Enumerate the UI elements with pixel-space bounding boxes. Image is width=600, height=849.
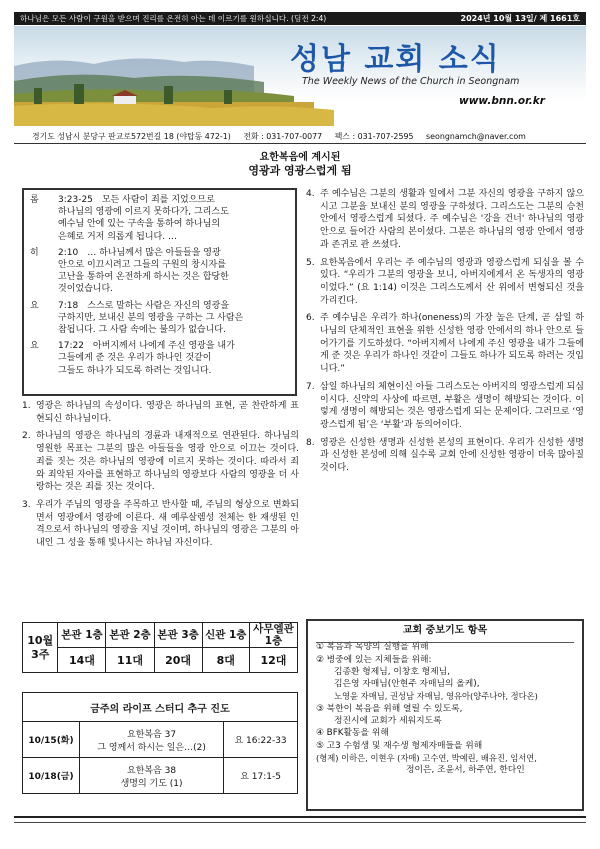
- motto-text: 하나님은 모든 사람이 구원을 받으며 진리를 온전히 아는 데 이르기를 원하십니다. (딤전 2:4): [20, 14, 327, 23]
- verse-ref: 요: [30, 300, 39, 311]
- right-column: [306, 188, 584, 480]
- item-number: 5.: [306, 257, 315, 268]
- hall-count: 11대: [106, 648, 154, 673]
- verse-line: 하나님의 영광에 이르지 못하다가, 그리스도: [58, 207, 229, 218]
- item-text: 영광은 신성한 생명과 신성한 본성의 표현이다. 우리가 신성한 생명과 신성한 본성에 의해 실수록 교회 안에 신성한 영광이 더욱 많아질 것이다.: [320, 437, 584, 474]
- prayer-line: 김종환 형제님, 이창호 형제님,: [334, 666, 450, 677]
- verse-line: 구하지만, 보내신 분의 영광을 구하는 그 사람은: [58, 312, 244, 323]
- address-location: 경기도 성남시 분당구 판교로572번길 18 (야탑동 472-1): [32, 132, 231, 141]
- verse-line: 것이었습니다.: [58, 284, 114, 295]
- verse-ref: 롬: [30, 195, 39, 205]
- verse-block: [30, 300, 289, 337]
- prayer-line: 정이은, 조윤서, 하주연, 한다인: [406, 765, 525, 776]
- address-email[interactable]: seongnamch@naver.com: [426, 132, 526, 141]
- outline-item: [306, 437, 584, 475]
- prayer-line: 노영윤 자매님, 권성남 자매님, 영유아(양주나야, 정다온): [334, 691, 538, 702]
- prayer-line: ④ BFK활동을 위해: [316, 728, 389, 739]
- study-ref: 요 16:22-33: [224, 722, 298, 758]
- hall-count: 14대: [58, 648, 106, 673]
- outline-item: [306, 312, 584, 376]
- hall-count: 20대: [154, 648, 202, 673]
- prayer-line: ① 복음과 목양의 실행을 위해: [316, 642, 429, 653]
- hall-name: 사무엘관 1층: [249, 623, 297, 648]
- item-text: 주 예수님은 그분의 생활과 일에서 그분 자신의 영광을 구하지 않으시고 그분을 보내신 분의 영광을 구하셨다. 그리스도는 그분의 승천 안에서 영광스럽게 되셨다. 주 예수님은 '강을 건너' 하나님의 영광 안으로 들어간 사람의 본이셨다. 그분은 하나님의 영광 안에서 영광과 존귀로 관 쓰셨다.: [320, 189, 584, 250]
- life-study-table: [22, 692, 298, 794]
- study-date: 10/18(금): [23, 758, 80, 794]
- top-bar: [14, 12, 586, 25]
- attendance-date: 10월 3주: [23, 623, 58, 673]
- item-text: 우리가 주님의 영광을 주목하고 반사할 때, 주님의 형상으로 변화되면서 영광에서 영광에 이른다. 새 예루살렘성 전체는 한 재생된 인격으로서 하나님의 영광을 지닐 것이며, 하나님의 영광은 그분의 아내인 그 성을 통해 빛나시는 하나님 자신이다.: [36, 499, 299, 549]
- verse-line: 2:10 … 하나님께서 많은 아들들을 영광: [58, 247, 221, 258]
- study-subtitle: 생명의 기도 (1): [120, 778, 183, 789]
- prayer-title: 교회 중보기도 항목: [402, 625, 488, 636]
- item-number: 1.: [22, 401, 31, 411]
- item-text: 영광은 하나님의 속성이다. 영광은 하나님의 표현, 곧 찬란하게 표현되신 하나님이다.: [36, 401, 299, 424]
- study-date: 10/15(화): [23, 722, 80, 758]
- verse-line: 그들에게 준 것은 우리가 하나인 것같이: [58, 353, 212, 364]
- hall-name: 본관 2층: [106, 623, 154, 648]
- prayer-line: ⑤ 고3 수험생 및 재수생 형제자매들을 위해: [316, 740, 483, 751]
- left-column: [22, 400, 299, 555]
- newsletter-title: 성남 교회 소식: [290, 42, 501, 77]
- footer-rule: [14, 816, 586, 818]
- address-line: [32, 131, 536, 142]
- website-link[interactable]: www.bnn.or.kr: [459, 95, 545, 107]
- item-text: 주 예수님은 우리가 하나(oneness)의 가장 높은 단계, 곧 삼일 하나님의 단체적인 표현을 위한 신성한 영광 안에서의 하나 안으로 들어가기를 기도하셨다. “아버지께서 나에게 주신 영광을 내가 그들에게 준 것은 우리가 하나인 것같이 그들도 하나가 되도록 하려는 것입니다.”: [320, 313, 584, 375]
- prayer-line: ② 병중에 있는 지체들을 위해:: [316, 654, 432, 665]
- study-ref: 요 17:1-5: [224, 758, 298, 794]
- prayer-line: (형제) 이하은, 이현우 (자매) 고수연, 박예린, 배유진, 임서연,: [316, 752, 537, 763]
- hall-name: 본관 1층: [58, 623, 106, 648]
- verse-line: 안으로 이끄시려고 그들의 구원의 창시자를: [58, 260, 226, 271]
- verse-ref: 히: [30, 247, 39, 258]
- outline-item: [306, 381, 584, 432]
- outline-item: [22, 400, 299, 425]
- prayer-line: 정진시에 교회가 세워지도록: [334, 716, 442, 727]
- item-number: 4.: [306, 189, 315, 199]
- verse-block: [30, 340, 289, 377]
- prayer-line: 김은영 자매님(안현주 자매님의 올케),: [334, 679, 480, 690]
- study-subtitle: 그 영께서 하시는 일은…(2): [97, 742, 206, 753]
- verse-line: 17:22 아버지께서 나에게 주신 영광을 내가: [58, 341, 235, 352]
- hall-name: 본관 3층: [154, 623, 202, 648]
- outline-item: [306, 257, 584, 308]
- headline-line2: 영광과 영광스럽게 됨: [248, 164, 352, 177]
- hall-count: 12대: [249, 648, 297, 673]
- issue-number: 2024년 10월 13일/ 제 1661호: [460, 14, 580, 23]
- verse-block: [30, 194, 289, 243]
- outline-item: [22, 499, 299, 550]
- outline-item: [306, 188, 584, 252]
- address-phone: 전화 : 031-707-0077: [243, 132, 323, 141]
- divider: [316, 642, 574, 643]
- verse-ref: 요: [30, 341, 39, 352]
- prayer-box: [306, 619, 584, 811]
- verse-line: 고난을 통하여 온전하게 하시는 것은 합당한: [58, 272, 229, 283]
- study-book: 요한복음 38: [127, 765, 177, 776]
- address-fax: 팩스 : 031-707-2595: [334, 132, 414, 141]
- newsletter-subtitle: The Weekly News of the Church in Seongnam: [302, 76, 520, 87]
- outline-item: [22, 430, 299, 494]
- item-number: 3.: [22, 499, 31, 510]
- attendance-table: [22, 622, 298, 673]
- verse-line: 그들도 하나가 되도록 하려는 것입니다.: [58, 365, 212, 376]
- life-study-title: 금주의 라이프 스터디 추구 진도: [23, 693, 298, 722]
- verse-line: 예수님 안에 있는 구속을 통하여 하나님의: [58, 219, 221, 230]
- headline-line1: 요한복음에 계시된: [259, 152, 341, 163]
- verse-block: [30, 247, 289, 296]
- study-title: [80, 758, 224, 794]
- divider: [14, 143, 586, 144]
- study-title: [80, 722, 224, 758]
- verse-line: 참됩니다. 그 사람 속에는 불의가 없습니다.: [58, 325, 226, 336]
- verse-line: 은혜로 거저 의롭게 됩니다. …: [58, 231, 177, 242]
- verse-line: 3:23-25 모든 사람이 죄를 지었으므로: [58, 195, 215, 205]
- item-number: 7.: [306, 381, 315, 392]
- verse-box: [22, 188, 297, 396]
- hall-name: 신관 1층: [202, 623, 249, 648]
- verse-line: 7:18 스스로 말하는 사람은 자신의 영광을: [58, 300, 230, 311]
- prayer-line: ③ 북한이 복음을 위해 열릴 수 있도록,: [316, 703, 463, 714]
- item-text: 하나님의 영광은 하나님의 경륜과 내재적으로 연관된다. 하나님의 영원한 목표는 그분의 많은 아들들을 영광 안으로 이끄는 것이다. 죄를 짓는 것은 하나님의 영광에 이르지 못하는 것이다. 따라서 죄와 죄악된 자아를 표현하고 하나님의 영광보다 사람의 영광을 더 사랑하는 것은 죄를 짓는 것이다.: [36, 431, 299, 493]
- study-book: 요한복음 37: [127, 729, 177, 740]
- item-number: 8.: [306, 437, 315, 448]
- footer-rule: [14, 822, 586, 823]
- item-number: 6.: [306, 313, 315, 324]
- item-number: 2.: [22, 431, 31, 442]
- hall-count: 8대: [202, 648, 249, 673]
- item-text: 요한복음에서 우리는 주 예수님의 영광과 영광스럽게 되심을 볼 수 있다. “우리가 그분의 영광을 보니, 아버지에게서 온 독생자의 영광이었다.” (요 1:14) 이것은 그리스도께서 산 위에서 변형되신 것을 가리킨다.: [320, 257, 584, 306]
- item-text: 삼일 하나님의 체현이신 아들 그리스도는 아버지의 영광스럽게 되심이시다. 신약의 사상에 따르면, 부활은 생명이 해방되는 것이다. 이렇게 생명이 해방되는 것은 영광스럽게 되는 문제이다. 그러므로 ‘영광스럽게 됨’은 ‘부활’과 동의어이다.: [320, 381, 584, 430]
